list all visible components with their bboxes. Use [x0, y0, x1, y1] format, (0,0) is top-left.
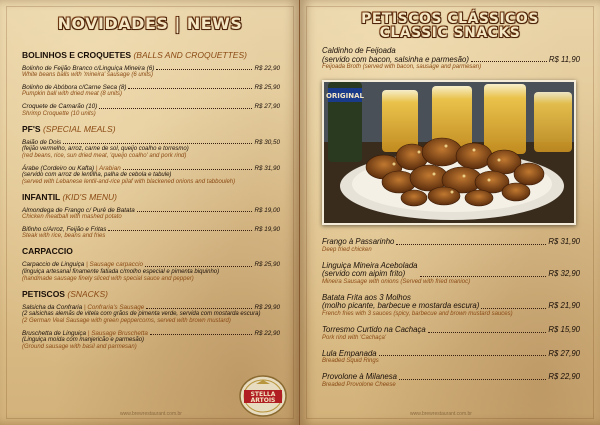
menu-item: Árabe (Cordeiro ou Kafta) | Arabian R$ 31,90 (servido com arroz de lentilha, palha de cebola e tabule) (served with Lebanese lentil-and-rice pilaf with blackened onions and tabbouleh) — [22, 164, 280, 186]
section-petiscos-title: PETISCOS (SNACKS) — [22, 288, 108, 299]
price: R$ 19,00 — [254, 207, 280, 215]
photo-illustration — [324, 82, 574, 223]
price: R$ 32,90 — [548, 269, 580, 279]
menu-item: Provolone à Milanesa R$ 22,90 Breaded Provolone Cheese — [322, 372, 580, 388]
price: R$ 22,90 — [548, 372, 580, 382]
price: R$ 27,90 — [254, 103, 280, 111]
menu-item: Torresmo Curtido na Cachaça R$ 15,90 Pork rind with 'Cachaça' — [322, 324, 580, 341]
menu-item: Croquete de Camarão (10) R$ 27,90 Shrimp Croquette (10 units) — [22, 103, 280, 117]
menu-item: Linguiça Mineira Acebolada (servido com aipim frito) R$ 32,90 Mineira Sausage with onions (Served with fried manioc) — [322, 260, 580, 285]
section-pfs-title: PF'S (SPECIAL MEALS) — [22, 123, 116, 134]
menu-item: Caldinho de Feijoada (servido com bacon, salsinha e parmesão) R$ 11,90 Feijoada Broth (served with bacon, sausage and parmesan) — [322, 46, 580, 71]
news-banner: NOVIDADES | NEWS — [57, 14, 243, 33]
left-menu-content — [22, 44, 280, 351]
menu-item: Bolinho de Feijão Branco c/Linguiça Mineira (6) R$ 22,90 White beans balls with 'mineira' sausage (6 units) — [22, 65, 280, 79]
right-menu-top — [322, 47, 580, 71]
price: R$ 25,90 — [254, 261, 280, 269]
price: R$ 11,90 — [548, 54, 580, 64]
price: R$ 29,90 — [254, 303, 280, 311]
price: R$ 25,90 — [254, 84, 280, 92]
section-bolinhos-title: BOLINHOS E CROQUETES (BALLS AND CROQUETTES) — [22, 50, 247, 60]
menu-item: Almondega de Frango c/ Purê de Batata R$ 19,00 Chicken meatball with mashed potato — [22, 207, 280, 221]
menu-item: Lula Empanada R$ 27,90 Breaded Squid Rings — [322, 348, 580, 365]
right-menu-bottom — [322, 238, 580, 389]
price: R$ 31,90 — [548, 237, 580, 246]
price: R$ 21,90 — [548, 301, 580, 311]
menu-item: Salsicha da Confraria | Confraria's Sausage R$ 29,90 (2 salsichas alemãs de vitela com grãos de pimenta verde, servida com mostarda escura) (2 German Veal Sausage with green peppercorns, served with brown mustard) — [22, 303, 280, 324]
menu-item: Bruschetta de Linguiça | Sausage Bruschetta R$ 22,90 (Linguiça moída com manjericão e parmesão) (Ground sausage with basil and parmesan) — [22, 329, 280, 351]
price: R$ 30,50 — [254, 138, 280, 146]
svg-text:STELLA: STELLA — [250, 391, 276, 398]
menu-item: Baião de Dois R$ 30,50 (feijão vermelho, arroz, carne de sol, queijo coalho e torresmo) (red beans, rice, sun dried meat, 'queijo coalho' and pork rind) — [22, 138, 280, 159]
price: R$ 27,90 — [548, 348, 580, 358]
menu-item: Batata Frita aos 3 Molhos (molho picante, barbecue e mostarda escura) R$ 21,90 French fries with 3 sauces (spicy, barbecue and brown mustard sauces) — [322, 292, 580, 317]
menu-item: Bifinho c/Arroz, Feijão e Fritas R$ 19,90 Steak with rice, beans and fries — [22, 226, 280, 240]
price: R$ 15,90 — [548, 324, 580, 334]
price: R$ 22,90 — [254, 65, 280, 72]
menu-page-right — [300, 0, 600, 425]
section-infantil-title: INFANTIL (KID'S MENU) — [22, 192, 117, 203]
footer-url: www.brewrestaurant.com.br — [120, 411, 182, 417]
menu-item: Frango à Passarinho R$ 31,90 Deep fried chicken — [322, 237, 580, 253]
fried-chicken-photo — [322, 80, 576, 225]
price: R$ 31,90 — [254, 164, 280, 172]
svg-text:ARTOIS: ARTOIS — [250, 397, 276, 404]
price: R$ 19,90 — [254, 226, 280, 234]
menu-item: Bolinho de Abóbora c/Carne Seca (8) R$ 25,90 Pumpkin ball with dried meat (8 units) — [22, 84, 280, 98]
classic-snacks-banner: PETISCOS CLÁSSICOS CLASSIC SNACKS — [361, 11, 539, 41]
svg-text:ORIGINAL: ORIGINAL — [325, 92, 365, 100]
footer-url: www.brewrestaurant.com.br — [410, 411, 472, 417]
stella-artois-logo — [238, 374, 288, 418]
section-carpaccio-title: CARPACCIO — [22, 246, 73, 257]
price: R$ 22,90 — [254, 329, 280, 337]
menu-item: Carpaccio de Linguiça | Sausage carpaccio R$ 25,90 (linguiça artesanal finamente fatiada c/molho especial e pimenta biquinho) (handmade sausage finely sliced with special sauce and pepper) — [22, 261, 280, 282]
